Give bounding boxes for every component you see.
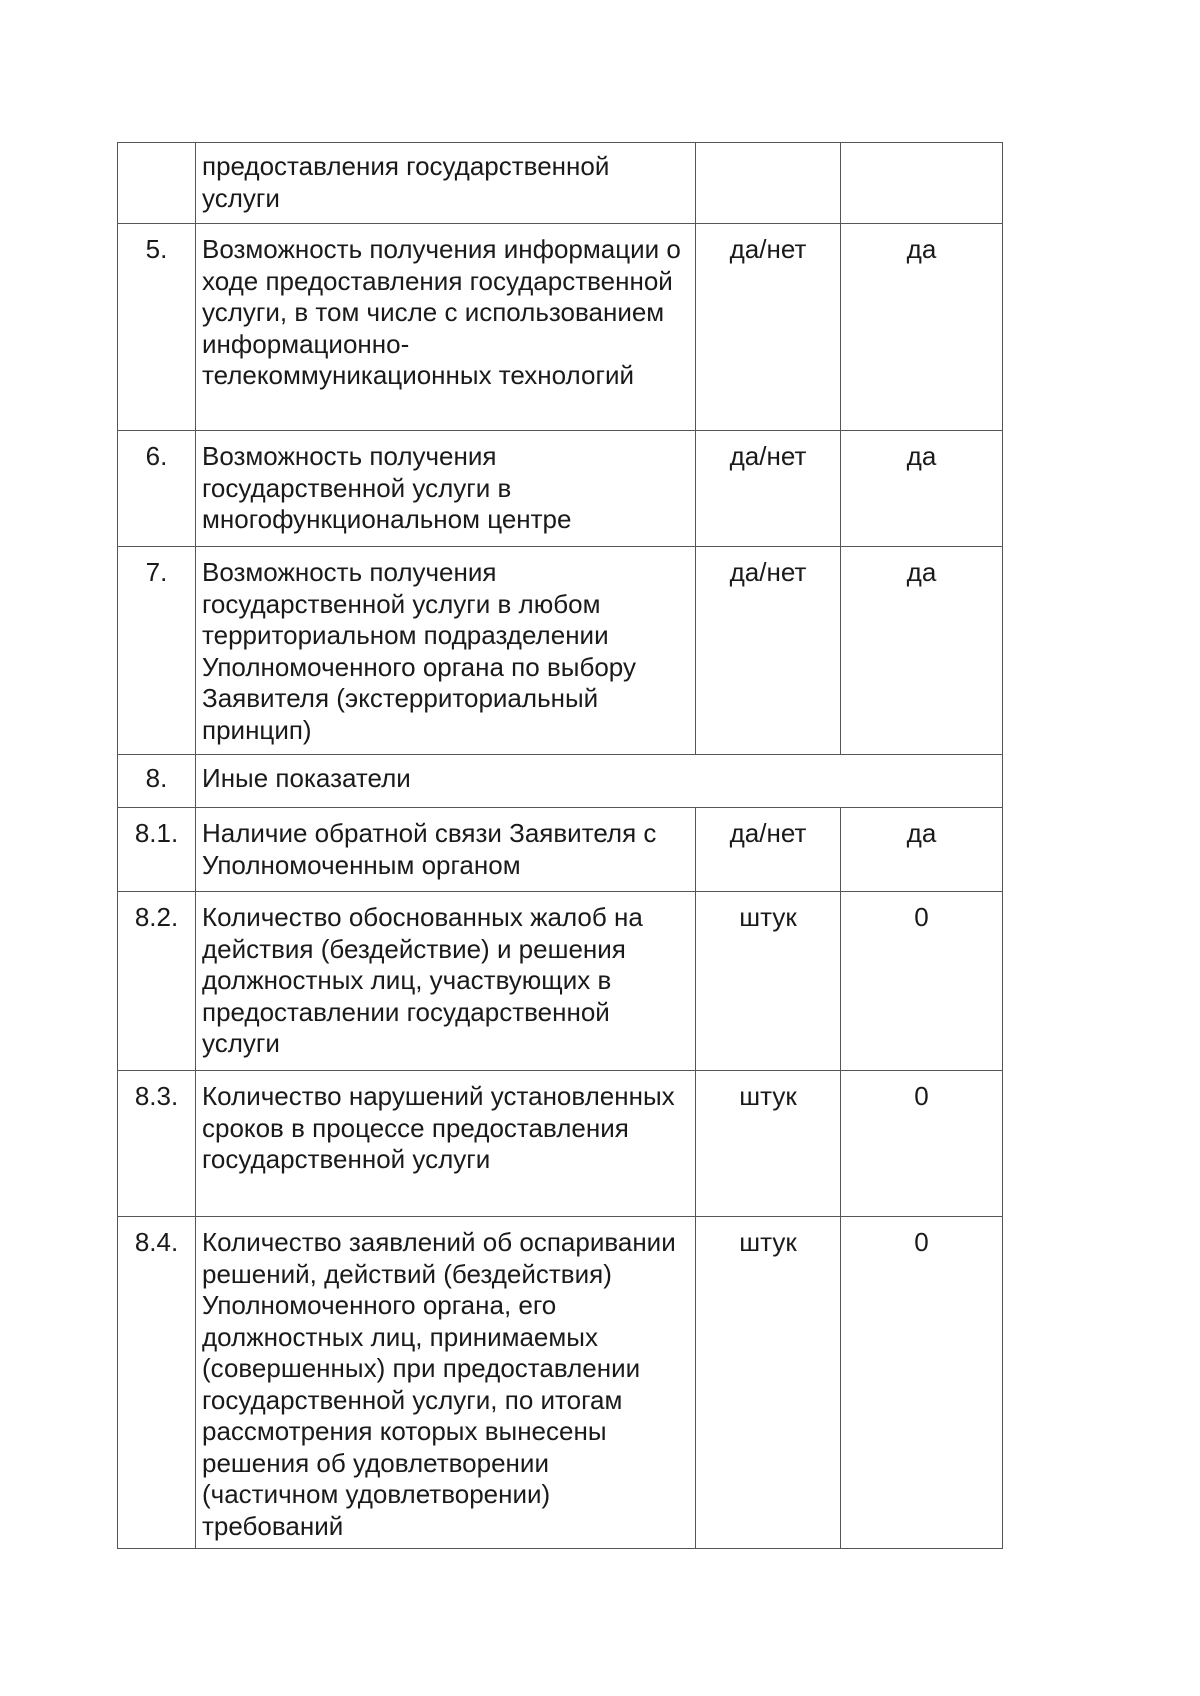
indicator-value: 0 (841, 892, 1003, 1071)
unit-of-measure: штук (696, 1071, 841, 1217)
unit-of-measure: да/нет (696, 808, 841, 892)
table-section-row (118, 755, 1003, 808)
row-number: 8.4. (118, 1217, 196, 1549)
indicator-value: 0 (841, 1217, 1003, 1549)
unit-of-measure: да/нет (696, 431, 841, 547)
indicator-value: да (841, 431, 1003, 547)
indicator-value (841, 143, 1003, 224)
table-row (118, 224, 1003, 431)
unit-of-measure: штук (696, 892, 841, 1071)
row-number (118, 143, 196, 224)
indicator-name: Возможность получения государственной услуги в многофункциональном центре (196, 431, 696, 547)
row-number: 7. (118, 547, 196, 755)
row-number: 8. (118, 755, 196, 808)
table-row (118, 808, 1003, 892)
indicator-value: да (841, 808, 1003, 892)
indicator-name: Возможность получения государственной услуги в любом территориальном подразделении Уполномоченного органа по выбору Заявителя (экстерриториальный принцип) (196, 547, 696, 755)
row-number: 8.3. (118, 1071, 196, 1217)
indicators-table (117, 142, 1003, 1549)
table-row (118, 1071, 1003, 1217)
section-title: Иные показатели (196, 755, 1003, 808)
row-number: 5. (118, 224, 196, 431)
indicator-name: Наличие обратной связи Заявителя с Уполномоченным органом (196, 808, 696, 892)
indicator-name: Количество обоснованных жалоб на действия (бездействие) и решения должностных лиц, участвующих в предоставлении государственной услуги (196, 892, 696, 1071)
table-row (118, 1217, 1003, 1549)
indicator-value: да (841, 224, 1003, 431)
indicator-value: да (841, 547, 1003, 755)
row-number: 8.2. (118, 892, 196, 1071)
table-row (118, 547, 1003, 755)
unit-of-measure: штук (696, 1217, 841, 1549)
indicator-name: предоставления государственной услуги (196, 143, 696, 224)
unit-of-measure: да/нет (696, 547, 841, 755)
indicator-value: 0 (841, 1071, 1003, 1217)
row-number: 8.1. (118, 808, 196, 892)
indicator-name: Количество нарушений установленных сроков в процессе предоставления государственной услуги (196, 1071, 696, 1217)
table-row (118, 431, 1003, 547)
indicator-name: Возможность получения информации о ходе предоставления государственной услуги, в том числе с использованием информационно-телекоммуникационных технологий (196, 224, 696, 431)
table-row (118, 892, 1003, 1071)
table-row (118, 143, 1003, 224)
row-number: 6. (118, 431, 196, 547)
unit-of-measure: да/нет (696, 224, 841, 431)
indicator-name: Количество заявлений об оспаривании решений, действий (бездействия) Уполномоченного органа, его должностных лиц, принимаемых (совершенных) при предоставлении государственной услуги, по итогам рассмотрения которых вынесены решения об удовлетворении (частичном удовлетворении) требований (196, 1217, 696, 1549)
unit-of-measure (696, 143, 841, 224)
